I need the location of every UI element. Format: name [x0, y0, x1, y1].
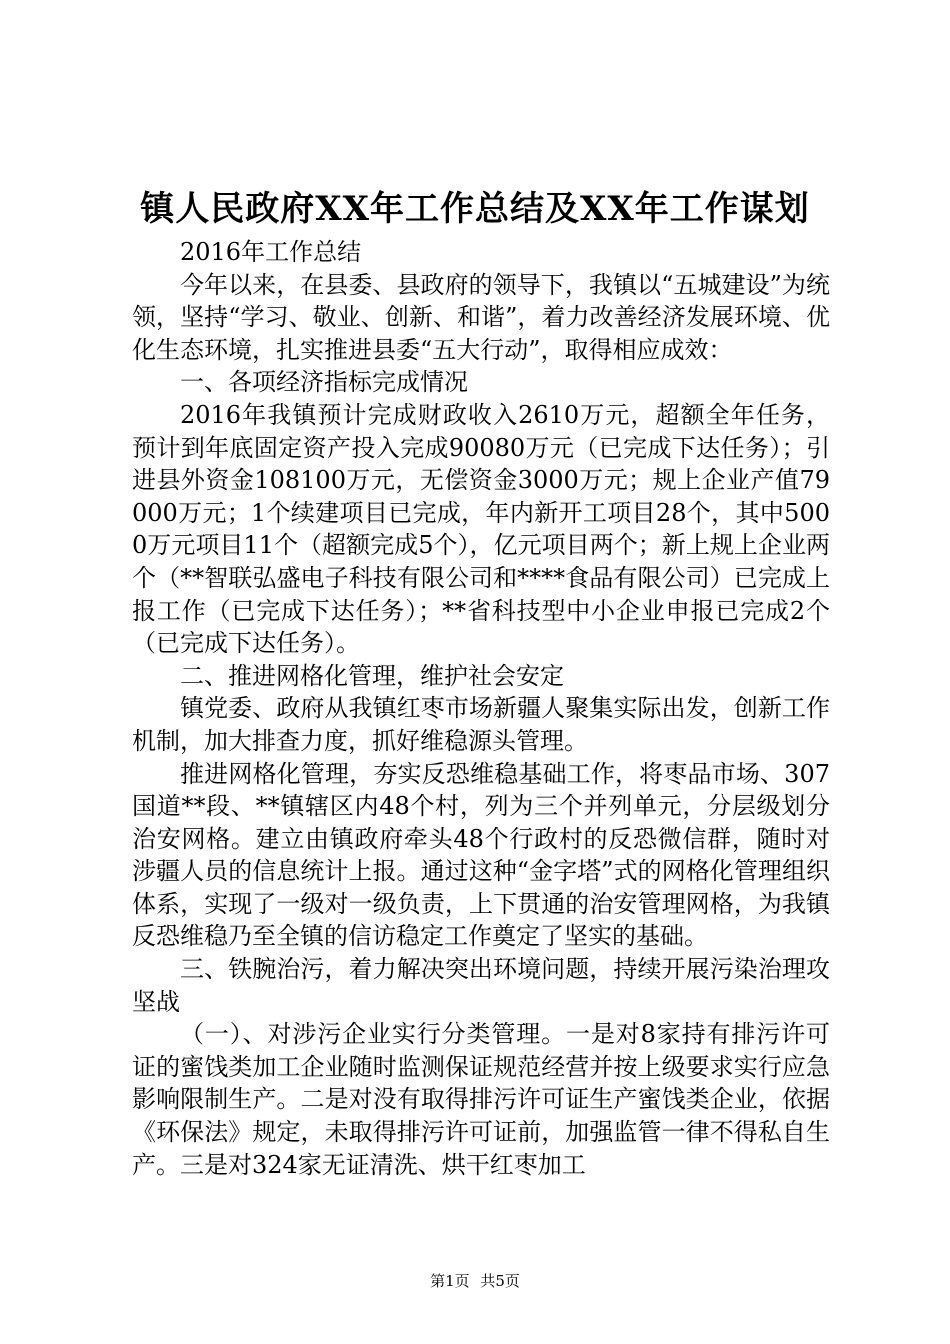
page-footer [0, 1271, 950, 1291]
paragraph-intro: 今年以来，在县委、县政府的领导下，我镇以“五城建设”为统领，坚持“学习、敬业、创新、和谐”，着力改善经济发展环境、优化生态环境，扎实推进县委“五大行动”，取得相应成效： [132, 270, 830, 364]
section-heading-pollution: 三、铁腕治污，着力解决突出环境问题，持续开展污染治理攻坚战 [132, 955, 830, 1016]
page-number: 第1页 [430, 1272, 470, 1290]
paragraph-pollution-1: （一）、对涉污企业实行分类管理。一是对8家持有排污许可证的蜜饯类加工企业随时监测保证规范经营并按上级要求实行应急影响限制生产。二是对没有取得排污许可证生产蜜饯类企业，依据《环保法》规定，未取得排污许可证前，加强监管一律不得私自生产。三是对324家无证清洗、烘干红枣加工 [132, 1020, 830, 1179]
section-heading-grid: 二、推进网格化管理，维护社会安定 [180, 661, 564, 690]
section-heading-summary: 2016年工作总结 [180, 238, 362, 266]
paragraph-economic: 2016年我镇预计完成财政收入2610万元，超额全年任务，预计到年底固定资产投入完成90080万元（已完成下达任务）；引进县外资金108100万元，无偿资金3000万元；规上企业产值79000万元；1个续建项目已完成，年内新开工项目28个，其中5000万元项目11个（超额完成5个），亿元项目两个；新上规上企业两个（**智联弘盛电子科技有限公司和****食品有限公司）已完成上报工作（已完成下达任务）；**省科技型中小企业申报已完成2个（已完成下达任务）。 [132, 400, 830, 658]
section-heading-economic: 一、各项经济指标完成情况 [180, 368, 468, 397]
document-body [132, 236, 830, 1181]
page-total: 共5页 [480, 1272, 520, 1290]
document-title: 镇人民政府XX年工作总结及XX年工作谋划 [140, 189, 810, 229]
paragraph-grid-1: 镇党委、政府从我镇红枣市场新疆人聚集实际出发，创新工作机制，加大排查力度，抓好维稳源头管理。 [132, 694, 830, 755]
paragraph-grid-2: 推进网格化管理，夯实反恐维稳基础工作，将枣品市场、307国道**段、**镇辖区内48个村，列为三个并列单元，分层级划分治安网格。建立由镇政府牵头48个行政村的反恐微信群，随时对涉疆人员的信息统计上报。通过这种“金字塔”式的网格化管理组织体系，实现了一级对一级负责，上下贯通的治安管理网格，为我镇反恐维稳乃至全镇的信访稳定工作奠定了坚实的基础。 [132, 759, 830, 951]
